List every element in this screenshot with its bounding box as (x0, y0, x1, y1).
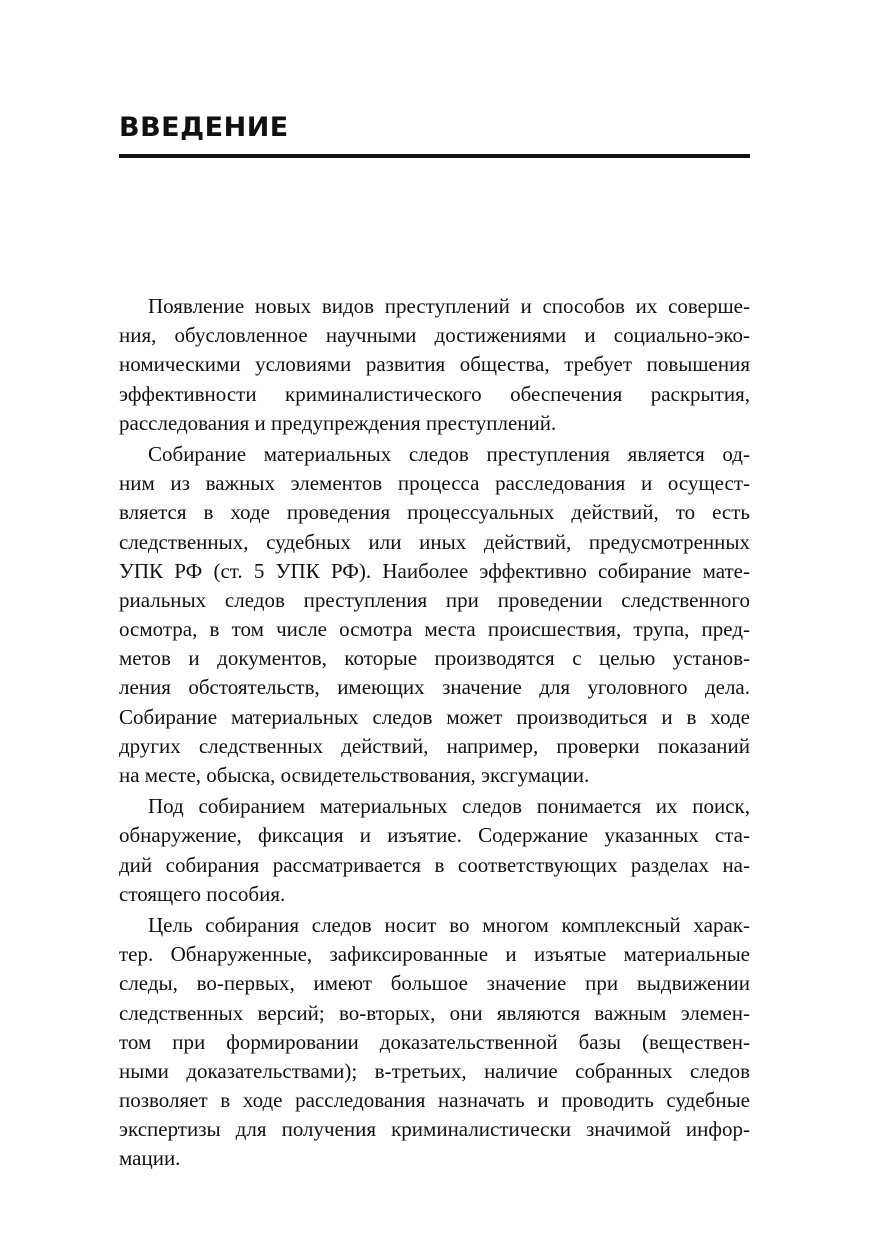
chapter-heading: ВВЕДЕНИЕ (119, 112, 289, 143)
paragraph-line: риальных следов преступления при проведении следственного (119, 587, 750, 612)
paragraph-line: следственных, судебных или иных действий, предусмотренных (119, 529, 750, 554)
paragraph-line: УПК РФ (ст. 5 УПК РФ). Наиболее эффективно собирание мате- (119, 558, 750, 583)
paragraph-line: Цель собирания следов носит во многом комплексный харак- (148, 912, 750, 937)
paragraph-line: мации. (119, 1146, 181, 1171)
paragraph (119, 292, 750, 438)
paragraph-line: тер. Обнаруженные, зафиксированные и изъятые материальные (119, 942, 750, 967)
paragraph-line: Собирание материальных следов может производиться и в ходе (119, 704, 750, 729)
paragraph-line: том при формировании доказательственной базы (веществен- (119, 1029, 750, 1054)
paragraph-line: позволяет в ходе расследования назначать и проводить судебные (119, 1088, 750, 1113)
paragraph-line: Собирание материальных следов преступления является од- (148, 441, 750, 466)
paragraph-line: вляется в ходе проведения процессуальных действий, то есть (119, 500, 750, 525)
paragraph-line: обнаружение, фиксация и изъятие. Содержание указанных ста- (119, 823, 750, 848)
paragraph-line: ными доказательствами); в-третьих, наличие собранных следов (119, 1058, 750, 1083)
paragraph-line: осмотра, в том числе осмотра места происшествия, трупа, пред- (119, 617, 750, 642)
body-text (119, 292, 750, 1174)
paragraph-line: ления обстоятельств, имеющих значение для уголовного дела. (119, 675, 750, 700)
paragraph-line: ним из важных элементов процесса расследования и осущест- (119, 471, 750, 496)
paragraph (119, 911, 750, 1174)
paragraph-line: стоящего пособия. (119, 881, 286, 906)
paragraph-line: следы, во-первых, имеют большое значение при выдвижении (119, 971, 750, 996)
paragraph-line: Появление новых видов преступлений и способов их соверше- (148, 294, 750, 318)
paragraph-line: на месте, обыска, освидетельствования, эксгумации. (119, 763, 590, 787)
paragraph (119, 440, 750, 790)
paragraph-line: метов и документов, которые производятся с целью установ- (119, 646, 750, 671)
paragraph-line: ния, обусловленное научными достижениями и социально-эко- (119, 323, 750, 348)
paragraph-line: расследования и предупреждения преступлений. (119, 410, 557, 435)
paragraph-line: номическими условиями развития общества, требует повышения (119, 352, 750, 377)
heading-underline (119, 154, 750, 158)
paragraph-line: следственных версий; во-вторых, они являются важным элемен- (119, 1000, 750, 1025)
paragraph-line: эффективности криминалистического обеспечения раскрытия, (119, 381, 750, 406)
paragraph-line: других следственных действий, например, проверки показаний (119, 733, 750, 758)
paragraph-line: экспертизы для получения криминалистически значимой инфор- (119, 1117, 750, 1142)
paragraph (119, 792, 750, 909)
paragraph-line: дий собирания рассматривается в соответствующих разделах на- (119, 852, 750, 877)
paragraph-line: Под собиранием материальных следов понимается их поиск, (148, 794, 750, 819)
